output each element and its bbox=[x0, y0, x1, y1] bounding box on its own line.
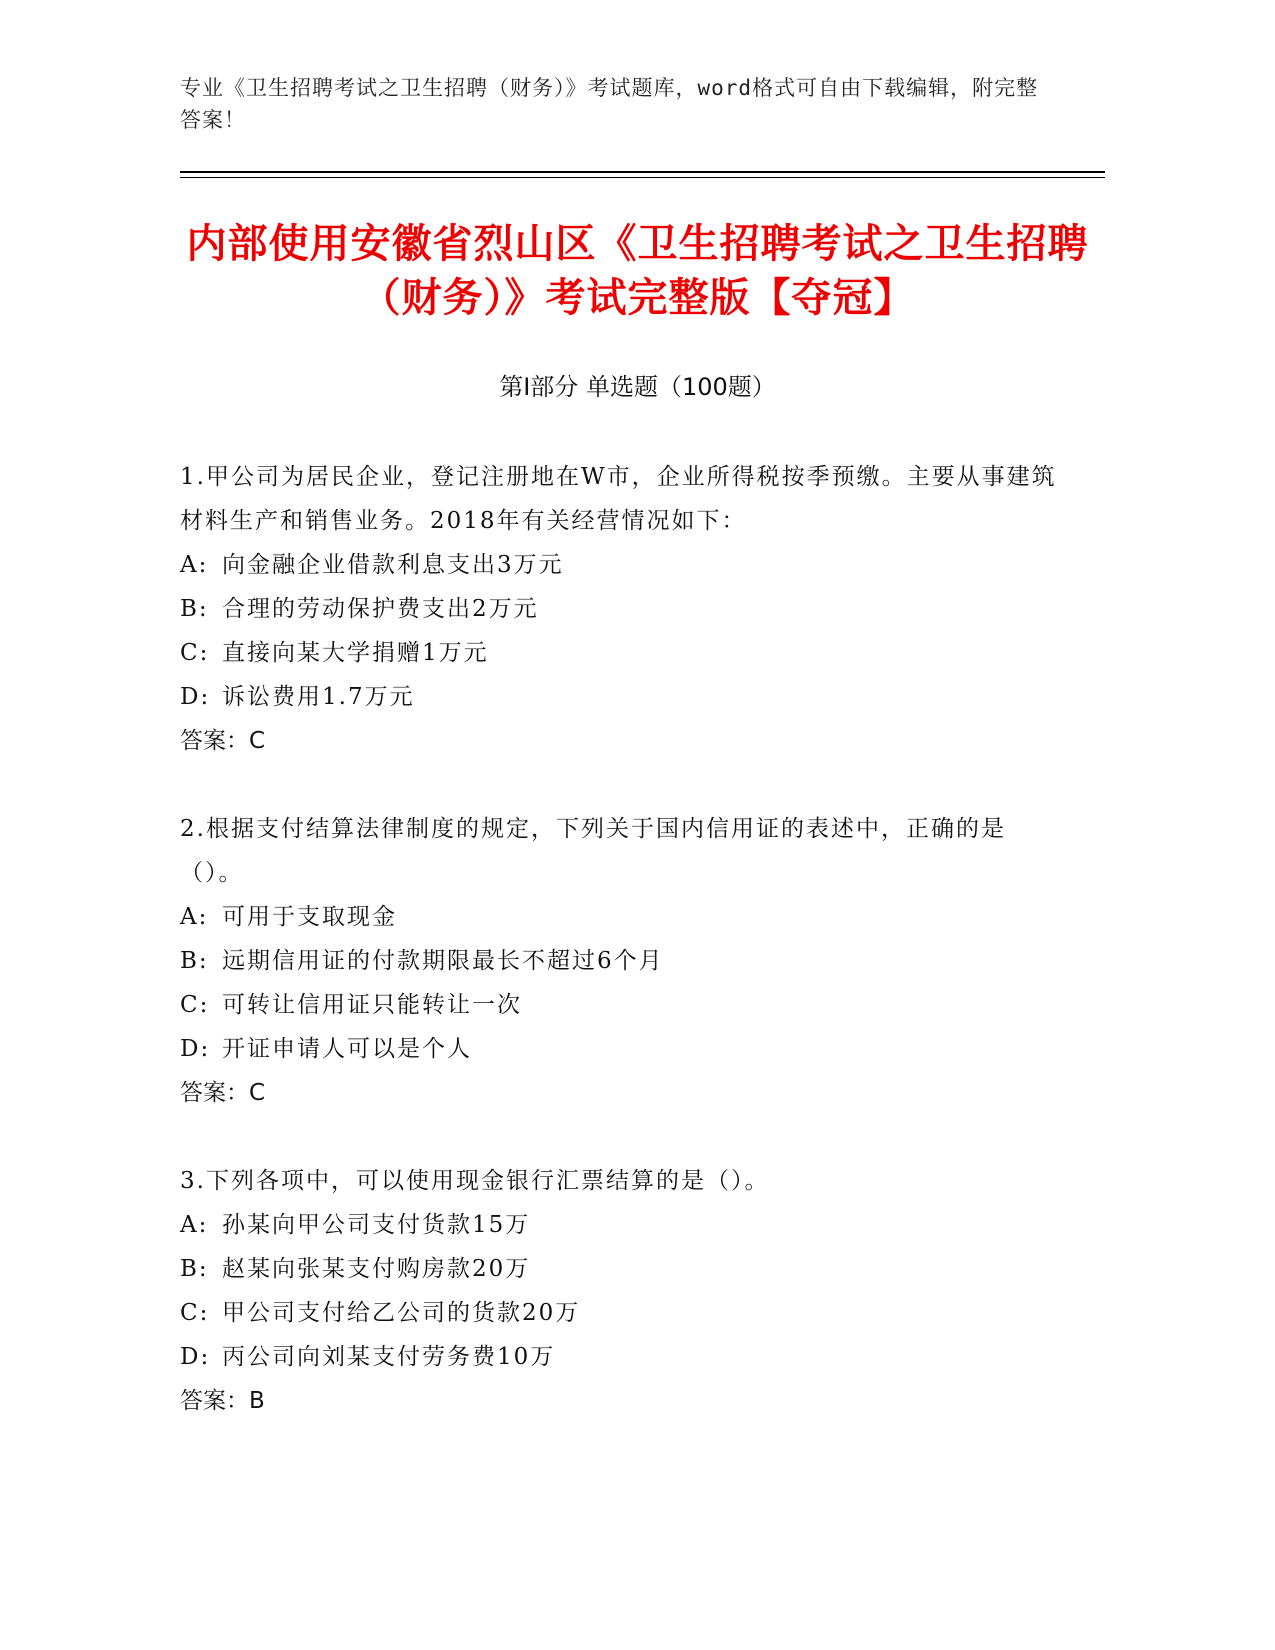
question-stem: 2.根据支付结算法律制度的规定，下列关于国内信用证的表述中，正确的是（）。 bbox=[180, 816, 1006, 886]
question-1 bbox=[180, 455, 1060, 763]
header-note: 专业《卫生招聘考试之卫生招聘（财务）》考试题库，word格式可自由下载编辑，附完整答案！ bbox=[180, 76, 1039, 132]
option-d bbox=[180, 1335, 1060, 1379]
answer: 答案：C bbox=[180, 728, 266, 754]
option-text: 甲公司支付给乙公司的货款20万 bbox=[222, 1300, 581, 1326]
option-text: 向金融企业借款利息支出3万元 bbox=[222, 552, 564, 578]
answer: 答案：C bbox=[180, 1080, 266, 1106]
question-stem: 1.甲公司为居民企业，登记注册地在W市，企业所得税按季预缴。主要从事建筑材料生产和销售业务。2018年有关经营情况如下： bbox=[180, 464, 1057, 534]
option-text: 孙某向甲公司支付货款15万 bbox=[222, 1212, 531, 1238]
option-b bbox=[180, 587, 1060, 631]
header-divider-thin bbox=[180, 177, 1105, 178]
option-text: 可转让信用证只能转让一次 bbox=[222, 992, 522, 1018]
option-c bbox=[180, 631, 1060, 675]
document-title: 内部使用安徽省烈山区《卫生招聘考试之卫生招聘（财务）》考试完整版【夺冠】 bbox=[186, 221, 1089, 321]
option-text: 诉讼费用1.7万元 bbox=[222, 684, 415, 710]
option-letter: C: bbox=[180, 992, 210, 1018]
header-divider-thick bbox=[180, 171, 1105, 173]
option-text: 丙公司向刘某支付劳务费10万 bbox=[222, 1344, 556, 1370]
option-a bbox=[180, 543, 1060, 587]
option-letter: D: bbox=[180, 1344, 211, 1370]
option-letter: B: bbox=[180, 596, 209, 622]
option-letter: B: bbox=[180, 948, 209, 974]
question-2 bbox=[180, 807, 1060, 1115]
option-letter: A: bbox=[180, 552, 209, 578]
option-b bbox=[180, 1247, 1060, 1291]
option-a bbox=[180, 1203, 1060, 1247]
option-letter: C: bbox=[180, 640, 210, 666]
option-d bbox=[180, 675, 1060, 719]
option-letter: A: bbox=[180, 1212, 209, 1238]
option-letter: A: bbox=[180, 904, 209, 930]
question-stem: 3.下列各项中，可以使用现金银行汇票结算的是（）。 bbox=[180, 1168, 770, 1194]
option-text: 直接向某大学捐赠1万元 bbox=[222, 640, 489, 666]
option-text: 赵某向张某支付购房款20万 bbox=[222, 1256, 531, 1282]
option-letter: D: bbox=[180, 684, 211, 710]
option-d bbox=[180, 1027, 1060, 1071]
option-letter: C: bbox=[180, 1300, 210, 1326]
section-title: 第Ⅰ部分 单选题（100题） bbox=[499, 373, 776, 401]
question-3 bbox=[180, 1159, 1060, 1423]
option-c bbox=[180, 983, 1060, 1027]
option-text: 可用于支取现金 bbox=[222, 904, 397, 930]
option-c bbox=[180, 1291, 1060, 1335]
option-b bbox=[180, 939, 1060, 983]
answer: 答案：B bbox=[180, 1388, 265, 1414]
option-letter: B: bbox=[180, 1256, 209, 1282]
option-text: 开证申请人可以是个人 bbox=[222, 1036, 472, 1062]
option-a bbox=[180, 895, 1060, 939]
option-text: 远期信用证的付款期限最长不超过6个月 bbox=[222, 948, 664, 974]
question-list bbox=[180, 455, 1060, 1467]
option-text: 合理的劳动保护费支出2万元 bbox=[222, 596, 539, 622]
option-letter: D: bbox=[180, 1036, 211, 1062]
